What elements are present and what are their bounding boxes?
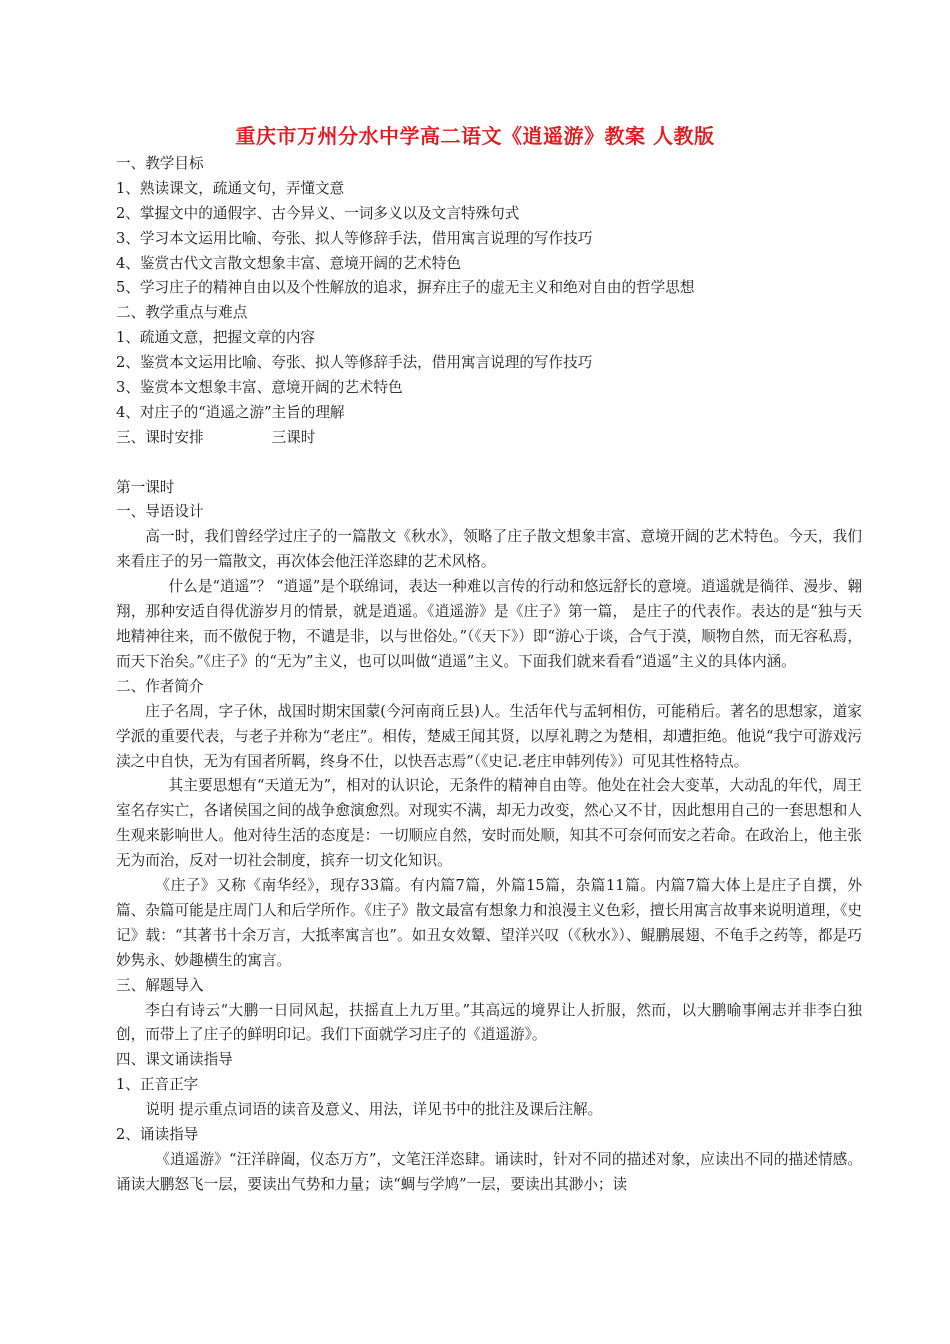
document-title: 重庆市万州分水中学高二语文《逍遥游》教案 人教版 [235,124,715,148]
key-point-item: 4、对庄子的“逍遥之游”主旨的理解 [116,403,345,421]
section-heading-reading: 四、课文诵读指导 [116,1051,233,1069]
goal-item: 3、学习本文运用比喻、夸张、拟人等修辞手法，借用寓言说理的写作技巧 [116,229,593,247]
section-heading-author: 二、作者简介 [116,677,204,695]
section-heading-topic: 三、解题导入 [116,976,204,994]
goal-item: 5、学习庄子的精神自由以及个性解放的追求，摒弃庄子的虚无主义和绝对自由的哲学思想 [116,279,695,297]
author-paragraph-3: 《庄子》又称《南华经》，现存33篇。有内篇7篇，外篇15篇，杂篇11篇。内篇7篇大体上是庄子自撰，外篇、杂篇可能是庄周门人和后学所作。《庄子》散文最富有想象力和浪漫主义色彩，擅长用寓言故事来说明道理，《史记》载：“其著书十余万言，大抵率寓言也”。如丑女效颦、望洋兴叹（《秋水》）、鲲鹏展翅、不龟手之药等，都是巧妙隽永、妙趣横生的寓言。 [116,877,862,969]
goal-item: 1、熟读课文，疏通文句，弄懂文意 [116,179,345,197]
key-point-item: 2、鉴赏本文运用比喻、夸张、拟人等修辞手法，借用寓言说理的写作技巧 [116,354,593,372]
subheading-pronunciation: 1、正音正字 [116,1076,199,1094]
subheading-reading-guide: 2、诵读指导 [116,1126,199,1144]
author-paragraph-1: 庄子名周，字子休，战国时期宋国蒙(今河南商丘县)人。生活年代与孟轲相仿，可能稍后。著名的思想家，道家学派的重要代表，与老子并称为“老庄”。相传，楚威王闻其贤，以厚礼聘之为楚相，却遭拒绝。他说“我宁可游戏污渎之中自快，无为有国者所羁，终身不仕，以快吾志焉”（《史记.老庄申韩列传》）可见其性格特点。 [116,702,862,770]
key-point-item: 1、疏通文意，把握文章的内容 [116,329,316,347]
schedule-value: 三课时 [271,428,316,446]
topic-paragraph: 李白有诗云“大鹏一日同风起，扶摇直上九万里。”其高远的境界让人折服，然而，以大鹏喻事阐志并非李白独创，而带上了庄子的鲜明印记。我们下面就学习庄子的《逍遥游》。 [116,1001,862,1044]
goal-item: 4、鉴赏古代文言散文想象丰富、意境开阔的艺术特色 [116,254,461,272]
section-heading-goals: 一、教学目标 [116,155,204,172]
author-paragraph-2: 其主要思想有“天道无为”，相对的认识论，无条件的精神自由等。他处在社会大变革，大动乱的年代，周王室名存实亡，各诸侯国之间的战争愈演愈烈。对现实不满，却无力改变，然心又不甘，因此想用自己的一套思想和人生观来影响世人。他对待生活的态度是：一切顺应自然，安时而处顺，知其不可奈何而安之若命。在政治上，他主张无为而治，反对一切社会制度，摈弃一切文化知识。 [116,777,862,870]
goal-item: 2、掌握文中的通假字、古今异义、一词多义以及文言特殊句式 [116,204,520,222]
intro-paragraph-2: 什么是“逍遥”？ “逍遥”是个联绵词，表达一种难以言传的行动和悠远舒长的意境。逍遥就是徜徉、漫步、翱翔，那种安适自得优游岁月的情景，就是逍遥。《逍遥游》是《庄子》第一篇， 是庄子的代表作。表达的是“独与天地精神往来，而不傲倪于物，不谴是非，以与世俗处。”（《天下》）即“游心于谈，合气于漠，顺物自然，而无容私焉，而天下治矣。”《庄子》的“无为”主义，也可以叫做“逍遥”主义。下面我们就来看看“逍遥”主义的具体内涵。 [116,578,862,670]
document-body [116,152,862,1198]
pronunciation-paragraph: 说明 提示重点词语的读音及意义、用法，详见书中的批注及课后注解。 [145,1101,603,1119]
lesson-heading: 第一课时 [116,478,175,496]
section-heading-intro: 一、导语设计 [116,503,204,521]
intro-paragraph-1: 高一时，我们曾经学过庄子的一篇散文《秋水》，领略了庄子散文想象丰富、意境开阔的艺术特色。今天，我们来看庄子的另一篇散文，再次体会他汪洋恣肆的艺术风格。 [116,528,862,571]
section-heading-schedule: 三、课时安排 [116,428,204,446]
section-heading-key-points: 二、教学重点与难点 [116,304,248,322]
reading-guide-paragraph: 《逍遥游》“汪洋辟阖，仪态万方”，文笔汪洋恣肆。诵读时，针对不同的描述对象，应读出不同的描述情感。诵读大鹏怒飞一层，要读出气势和力量；读“蜩与学鸠”一层，要读出其渺小；读 [116,1150,862,1193]
key-point-item: 3、鉴赏本文想象丰富、意境开阔的艺术特色 [116,379,403,397]
schedule-line [116,426,862,451]
